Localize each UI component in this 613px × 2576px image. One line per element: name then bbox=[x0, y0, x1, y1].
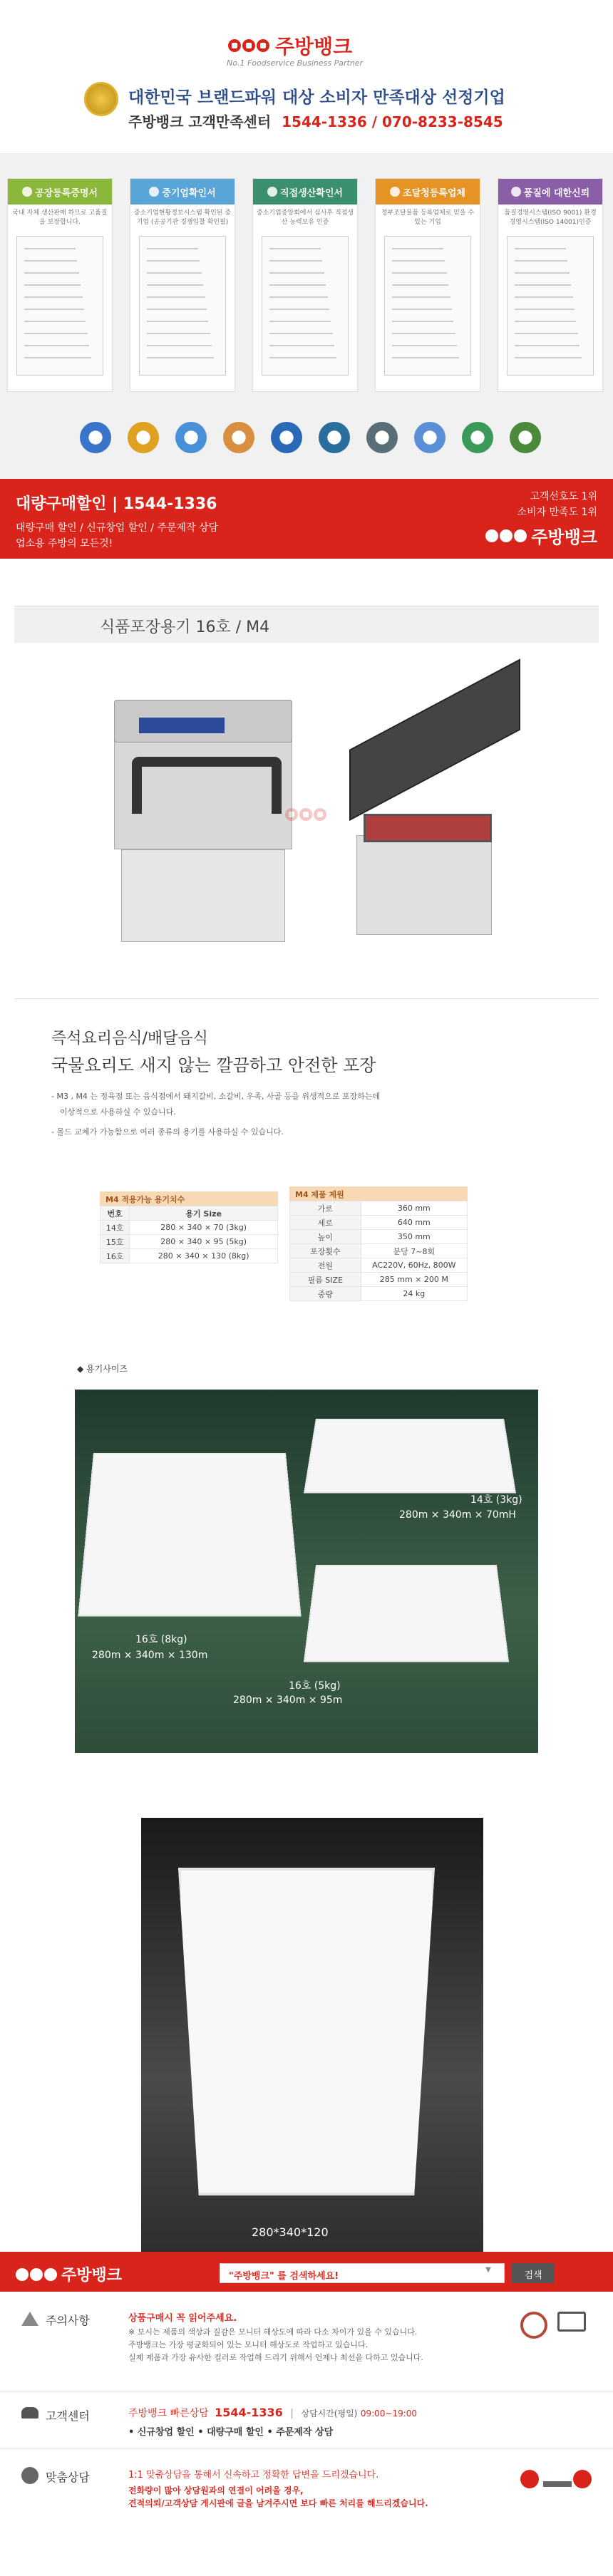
cert-document bbox=[262, 236, 349, 376]
cert-desc: 품질경영시스템(ISO 9001) 환경경영시스템(ISO 14001)인증 bbox=[504, 210, 597, 226]
table-header: 번호 bbox=[101, 1206, 130, 1221]
counsel-line-2: 전화량이 많아 상담원과의 연결이 어려울 경우, bbox=[128, 2486, 304, 2495]
cs-hours-label: 상담시간(평일) bbox=[301, 2409, 358, 2419]
table-cell: 필름 SIZE bbox=[290, 1273, 361, 1287]
banner-line2: 업소용 주방의 모든것! bbox=[16, 538, 113, 549]
cert-header bbox=[498, 179, 602, 205]
table-cell: 280 × 340 × 70 (3kg) bbox=[130, 1221, 278, 1235]
table-cell: 280 × 340 × 130 (8kg) bbox=[130, 1249, 278, 1263]
table-row bbox=[290, 1201, 468, 1216]
cert-desc: 중소기업현황정보시스템 확인된 중기업 (공공기관 경쟁입찰 확인필) bbox=[133, 210, 232, 226]
table-cell: 15호 bbox=[101, 1235, 130, 1249]
table-row bbox=[101, 1249, 278, 1263]
check-icon bbox=[511, 187, 521, 197]
table-cell: 350 mm bbox=[361, 1230, 467, 1244]
cs-hours: 09:00~19:00 bbox=[360, 2409, 418, 2419]
award-medal-icon bbox=[84, 82, 118, 116]
table-header: 용기 Size bbox=[130, 1206, 278, 1221]
cert-title: 직접생산확인서 bbox=[280, 187, 343, 199]
sizes-table bbox=[100, 1206, 278, 1263]
cert-card bbox=[7, 178, 113, 392]
header bbox=[0, 0, 613, 143]
cert-badge-icon bbox=[366, 422, 398, 453]
banner-title: 대량구매할인 | 1544-1336 bbox=[16, 495, 217, 513]
cert-card bbox=[130, 178, 235, 392]
specs-table-title: M4 제품 제원 bbox=[289, 1186, 468, 1201]
table-row bbox=[290, 1258, 468, 1273]
service-phones: 1544-1336 / 070-8233-8545 bbox=[282, 113, 503, 130]
search-dropdown-icon[interactable]: ▼ bbox=[485, 2266, 491, 2274]
footer-logo-icon bbox=[16, 2268, 57, 2281]
cert-badge-icon bbox=[271, 422, 302, 453]
table-cell: 포장횟수 bbox=[290, 1244, 361, 1258]
specs-table bbox=[289, 1201, 468, 1301]
table-row bbox=[101, 1221, 278, 1235]
product-name: 식품포장용기 16호 / M4 bbox=[100, 619, 270, 636]
cert-document bbox=[16, 236, 103, 376]
cert-header bbox=[376, 179, 480, 205]
counsel-section bbox=[0, 2448, 613, 2576]
logo-icon bbox=[228, 39, 269, 52]
tray14-label: 14호 (3kg) bbox=[470, 1494, 522, 1506]
award-title: 대한민국 브랜드파워 대상 소비자 만족대상 선정기업 bbox=[128, 88, 505, 107]
table-row bbox=[101, 1235, 278, 1249]
banner-rank1: 고객선호도 1위 bbox=[530, 491, 597, 502]
counsel-icon bbox=[21, 2467, 38, 2484]
banner-rank2: 소비자 만족도 1위 bbox=[517, 507, 597, 518]
counsel-label: 맞춤상담 bbox=[46, 2471, 90, 2484]
cs-label: 고객센터 bbox=[46, 2409, 90, 2423]
tray14-dim: 280m × 340m × 70mH bbox=[399, 1509, 516, 1521]
cert-badge-icon bbox=[319, 422, 350, 453]
cert-document bbox=[139, 236, 226, 376]
warning-icon bbox=[21, 2312, 38, 2326]
counsel-line-3: 견적의뢰/고객상담 게시판에 글을 남겨주시면 보다 빠른 처리를 해드리겠습니다. bbox=[128, 2498, 428, 2508]
table-row bbox=[290, 1216, 468, 1230]
table-cell: 세로 bbox=[290, 1216, 361, 1230]
cert-badge-icon bbox=[175, 422, 207, 453]
cert-header bbox=[253, 179, 357, 205]
phone-icon bbox=[21, 2407, 38, 2419]
cert-card bbox=[498, 178, 603, 392]
table-row bbox=[290, 1273, 468, 1287]
banner-logo-icon bbox=[485, 529, 527, 542]
cert-desc: 국내 자체 생산판매 하므로 고품질을 보장합니다. bbox=[12, 210, 108, 226]
table-cell: 중량 bbox=[290, 1287, 361, 1301]
cs-phone[interactable]: 1544-1336 bbox=[215, 2406, 283, 2419]
table-cell: 640 mm bbox=[361, 1216, 467, 1230]
sizes-table-title: M4 적용가능 용기치수 bbox=[100, 1191, 278, 1206]
tagline: No.1 Foodservice Business Partner bbox=[227, 58, 364, 68]
service-center-label: 주방뱅크 고객만족센터 bbox=[128, 113, 272, 130]
sub-title: 즉석요리음식/배달음식 bbox=[51, 1030, 208, 1048]
table-row bbox=[290, 1230, 468, 1244]
sizes-label: ◆ 용기사이즈 bbox=[77, 1364, 128, 1374]
footer-search-button[interactable]: 검색 bbox=[512, 2263, 555, 2283]
cert-badge-icon bbox=[510, 422, 541, 453]
tray16-dim: 280m × 340m × 130m bbox=[92, 1650, 208, 1661]
table-cell: 14호 bbox=[101, 1221, 130, 1235]
clock-icon bbox=[520, 2312, 547, 2339]
cert-badge-icon bbox=[80, 422, 111, 453]
cert-card bbox=[375, 178, 480, 392]
cert-desc: 정부조달물품 등록업체로 믿을 수 있는 기업 bbox=[381, 210, 475, 226]
table-cell: 24 kg bbox=[361, 1287, 467, 1301]
cert-badge-icon bbox=[414, 422, 445, 453]
cert-document bbox=[384, 236, 471, 376]
table-chairs-icon bbox=[520, 2463, 592, 2513]
tray-large-caption: 280*340*120 bbox=[252, 2225, 329, 2239]
cert-card bbox=[252, 178, 358, 392]
product-image bbox=[14, 643, 599, 999]
main-title: 국물요리도 새지 않는 깔끔하고 안전한 포장 bbox=[51, 1055, 376, 1075]
footer-brand: 주방뱅크 bbox=[61, 2267, 123, 2285]
footer-search-input[interactable]: "주방뱅크" 를 검색하세요! bbox=[220, 2263, 505, 2283]
tray16-label: 16호 (8kg) bbox=[135, 1634, 187, 1645]
table-cell: 360 mm bbox=[361, 1201, 467, 1216]
notice-section bbox=[0, 2292, 613, 2391]
table-cell: 높이 bbox=[290, 1230, 361, 1244]
table-cell: 가로 bbox=[290, 1201, 361, 1216]
monitor-icon bbox=[557, 2312, 586, 2332]
table-cell: 16호 bbox=[101, 1249, 130, 1263]
cs-items: • 신규창업 할인 • 대량구매 할인 • 주문제작 상담 bbox=[128, 2427, 334, 2438]
table-cell: 280 × 340 × 95 (5kg) bbox=[130, 1235, 278, 1249]
bullet-1b: 이상적으로 사용하실 수 있습니다. bbox=[60, 1107, 176, 1117]
cert-title: 공장등록증명서 bbox=[35, 187, 98, 199]
table-cell: 전원 bbox=[290, 1258, 361, 1273]
cert-desc: 중소기업중앙회에서 심사후 직접생산 능력보유 인증 bbox=[256, 210, 354, 226]
footer bbox=[0, 2252, 613, 2573]
bullet-1: - M3 , M4 는 정육점 또는 음식점에서 돼지갈비, 소갈비, 우족, 사골 등을 위생적으로 포장하는데 bbox=[51, 1092, 381, 1101]
counsel-line-1: 1:1 맞춤상담을 통해서 신속하고 정확한 답변을 드리겠습니다. bbox=[128, 2470, 379, 2481]
table-row bbox=[290, 1244, 468, 1258]
tray15-label: 16호 (5kg) bbox=[289, 1680, 341, 1692]
product-title-bar bbox=[14, 606, 599, 643]
notice-line-3: 실제 제품과 가장 유사한 컬러로 작업해 드리기 위해서 언제나 최선을 다하고 있습니다. bbox=[128, 2353, 423, 2362]
tray-large-photo bbox=[141, 1818, 483, 2252]
check-icon bbox=[267, 187, 277, 197]
notice-line-2: 주방뱅크는 가장 평균화되어 있는 모니터 해상도로 작업하고 있습니다. bbox=[128, 2340, 369, 2349]
cs-quick: 주방뱅크 빠른상담 bbox=[128, 2408, 209, 2419]
cert-badge-icon bbox=[223, 422, 254, 453]
bullet-2: - 몰드 교체가 가능함으로 여러 종류의 용기를 사용하실 수 있습니다. bbox=[51, 1127, 284, 1137]
notice-title: 상품구매시 꼭 읽어주세요. bbox=[128, 2313, 237, 2324]
table-cell: 분당 7~8회 bbox=[361, 1244, 467, 1258]
cert-badge-icon bbox=[462, 422, 493, 453]
check-icon bbox=[390, 187, 400, 197]
cert-title: 조달청등록업체 bbox=[403, 187, 465, 199]
cert-badge-icon bbox=[128, 422, 159, 453]
cs-section: 고객센터 주방뱅크 빠른상담 1544-1336 | 상담시간(평일) 09:00~19:00 • 신규창업 할인 • 대량구매 할인 • 주문제작 상담 bbox=[0, 2391, 613, 2448]
cert-title: 품질에 대한신뢰 bbox=[523, 187, 590, 199]
banner-brand: 주방뱅크 bbox=[531, 527, 597, 547]
check-icon bbox=[22, 187, 32, 197]
table-cell: 285 mm × 200 M bbox=[361, 1273, 467, 1287]
notice-label: 주의사항 bbox=[46, 2314, 90, 2327]
table-row bbox=[290, 1287, 468, 1301]
cert-title: 중기업확인서 bbox=[162, 187, 216, 199]
banner-line1: 대량구매 할인 / 신규창업 할인 / 주문제작 상담 bbox=[16, 522, 219, 534]
promo-banner bbox=[0, 479, 613, 559]
brand-logo-text: 주방뱅크 bbox=[275, 35, 353, 58]
cert-document bbox=[507, 236, 594, 376]
cert-header bbox=[8, 179, 112, 205]
cert-header bbox=[130, 179, 235, 205]
tray15-dim: 280m × 340m × 95m bbox=[233, 1695, 343, 1706]
sizes-photo bbox=[75, 1390, 538, 1753]
table-cell: AC220V, 60Hz, 800W bbox=[361, 1258, 467, 1273]
notice-line-1: ※ 보시는 제품의 색상과 질감은 모니터 해상도에 따라 다소 차이가 있을 수 있습니다. bbox=[128, 2327, 418, 2337]
check-icon bbox=[149, 187, 159, 197]
